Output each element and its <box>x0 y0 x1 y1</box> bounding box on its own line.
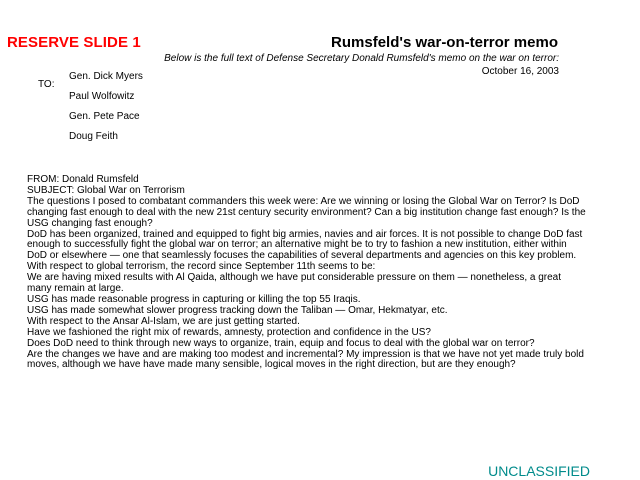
memo-from: FROM: Donald Rumsfeld <box>27 174 139 185</box>
memo-paragraph: Are the changes we have and are making too modest and incremental? My impression is that we have not yet made truly bold moves, although we have have made many sensible, logical moves in the right direction, but are they enough? <box>27 348 584 371</box>
memo-date: October 16, 2003 <box>481 66 559 77</box>
memo-paragraph: We are having mixed results with Al Qaida, although we have put considerable pressure on them — nonetheless, a great many remain at large. <box>27 272 562 295</box>
slide-label: RESERVE SLIDE 1 <box>7 34 141 51</box>
recipient-list <box>69 71 143 151</box>
recipient: Doug Feith <box>69 131 118 142</box>
memo-body <box>27 175 587 371</box>
memo-paragraph: With respect to the Ansar Al-Islam, we are just getting started. <box>27 315 300 327</box>
recipient: Gen. Dick Myers <box>69 71 143 82</box>
subtitle: Below is the full text of Defense Secretary Donald Rumsfeld's memo on the war on terror: <box>164 53 559 64</box>
page-title: Rumsfeld's war-on-terror memo <box>331 34 558 51</box>
memo-paragraph: With respect to global terrorism, the record since September 11th seems to be: <box>27 261 376 273</box>
to-label: TO: <box>38 79 55 90</box>
recipient: Paul Wolfowitz <box>69 91 135 102</box>
memo-paragraph: Have we fashioned the right mix of rewards, amnesty, protection and confidence in the US? <box>27 326 431 338</box>
memo-subject: SUBJECT: Global War on Terrorism <box>27 184 185 196</box>
recipient: Gen. Pete Pace <box>69 111 140 122</box>
memo-paragraph: The questions I posed to combatant commanders this week were: Are we winning or losing the Global War on Terror? Is DoD changing fast enough to deal with the new 21st century security environment? Can a big institution change fast enough? Is the USG changing fast enough? <box>27 195 586 229</box>
memo-paragraph: Does DoD need to think through new ways to organize, train, equip and focus to deal with the global war on terror? <box>27 337 535 349</box>
memo-paragraph: USG has made reasonable progress in capturing or killing the top 55 Iraqis. <box>27 293 361 305</box>
classification-marking: UNCLASSIFIED <box>488 463 590 479</box>
memo-paragraph: DoD has been organized, trained and equipped to fight big armies, navies and air forces. It is not possible to change DoD fast enough to successfully fight the global war on terror; an alternative might be to try to fashion a new institution, either within DoD or elsewhere — one that seamlessly focuses the capabilities of several departments and agencies on this key problem. <box>27 228 583 262</box>
memo-paragraph: USG has made somewhat slower progress tracking down the Taliban — Omar, Hekmatyar, etc. <box>27 304 448 316</box>
